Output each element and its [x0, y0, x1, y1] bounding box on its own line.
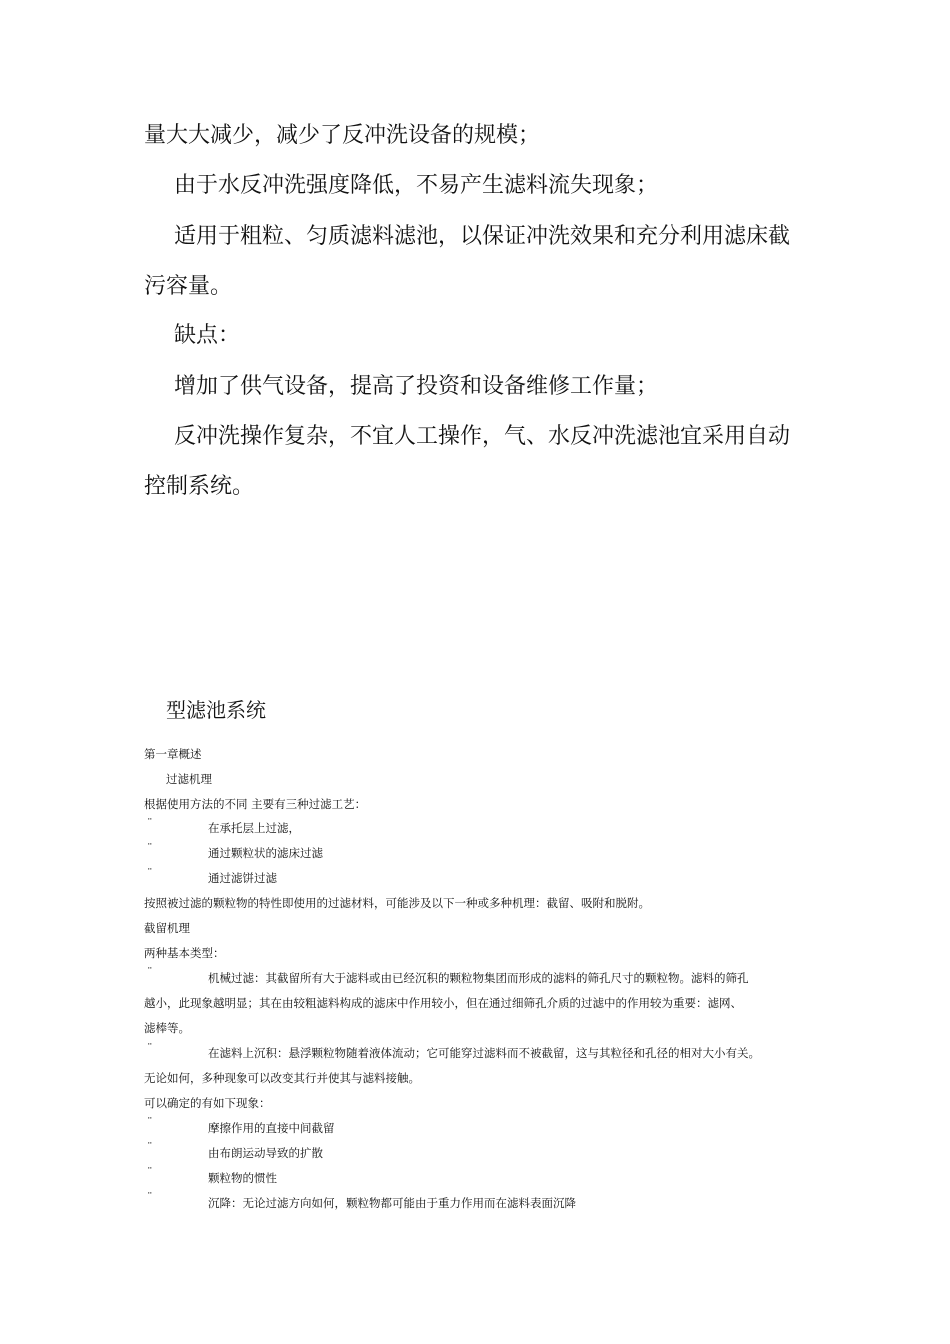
- list-item: 在承托层上过滤，: [208, 821, 300, 835]
- body-line: 由于水反冲洗强度降低，不易产生滤料流失现象；: [174, 173, 659, 198]
- list-item: 通过颗粒状的滤床过滤: [208, 846, 323, 860]
- list-item: 由布朗运动导致的扩散: [208, 1146, 323, 1160]
- paragraph-line: 无论如何，多种现象可以改变其行并使其与滤料接触。: [144, 1071, 420, 1085]
- bullet-mark: ¨: [147, 867, 153, 880]
- list-item: 通过滤饼过滤: [208, 871, 277, 885]
- body-line: 缺点：: [174, 323, 241, 348]
- paragraph: 按照被过滤的颗粒物的特性即使用的过滤材料，可能涉及以下一种或多种机理：截留、吸附和脱附。: [144, 896, 650, 910]
- list-item: 沉降：无论过滤方向如何，颗粒物都可能由于重力作用而在滤料表面沉降: [208, 1196, 576, 1210]
- intro-text: 两种基本类型：: [144, 946, 225, 960]
- body-line: 控制系统。: [144, 474, 255, 499]
- bullet-mark: ¨: [147, 842, 153, 855]
- bullet-mark: ¨: [147, 1166, 153, 1179]
- body-line: 反冲洗操作复杂，不宜人工操作，气、水反冲洗滤池宜采用自动: [174, 424, 791, 449]
- bullet-mark: ¨: [147, 1191, 153, 1204]
- section-title: 型滤池系统: [166, 698, 266, 722]
- bullet-mark: ¨: [147, 1042, 153, 1055]
- list-item: 颗粒物的惯性: [208, 1171, 277, 1185]
- body-line: 增加了供气设备，提高了投资和设备维修工作量；: [174, 374, 659, 399]
- subheading: 过滤机理: [166, 772, 212, 786]
- bullet-mark: ¨: [147, 1141, 153, 1154]
- paragraph-line: 越小，此现象越明显；其在由较粗滤料构成的滤床中作用较小，但在通过细筛孔介质的过滤中的作用较为重要：滤网、: [144, 996, 742, 1010]
- body-line: 量大大减少，减少了反冲洗设备的规模；: [144, 123, 541, 148]
- body-line: 污容量。: [144, 274, 233, 299]
- paragraph-line: 滤棒等。: [144, 1021, 190, 1035]
- heading: 截留机理: [144, 921, 190, 935]
- bullet-mark: ¨: [147, 966, 153, 979]
- list-item: 摩擦作用的直接中间截留: [208, 1121, 335, 1135]
- bullet-mark: ¨: [147, 817, 153, 830]
- intro-text: 可以确定的有如下现象：: [144, 1096, 271, 1110]
- body-line: 适用于粗粒、匀质滤料滤池，以保证冲洗效果和充分利用滤床截: [174, 224, 791, 249]
- intro-text: 根据使用方法的不同 主要有三种过滤工艺：: [144, 797, 367, 811]
- chapter-heading: 第一章概述: [144, 747, 202, 761]
- paragraph-line: 在滤料上沉积：悬浮颗粒物随着液体流动；它可能穿过滤料而不被截留，这与其粒径和孔径的相对大小有关。: [208, 1046, 760, 1060]
- bullet-mark: ¨: [147, 1116, 153, 1129]
- paragraph-line: 机械过滤：其截留所有大于滤料或由已经沉积的颗粒物集团而形成的滤料的筛孔尺寸的颗粒物。滤料的筛孔: [208, 971, 749, 985]
